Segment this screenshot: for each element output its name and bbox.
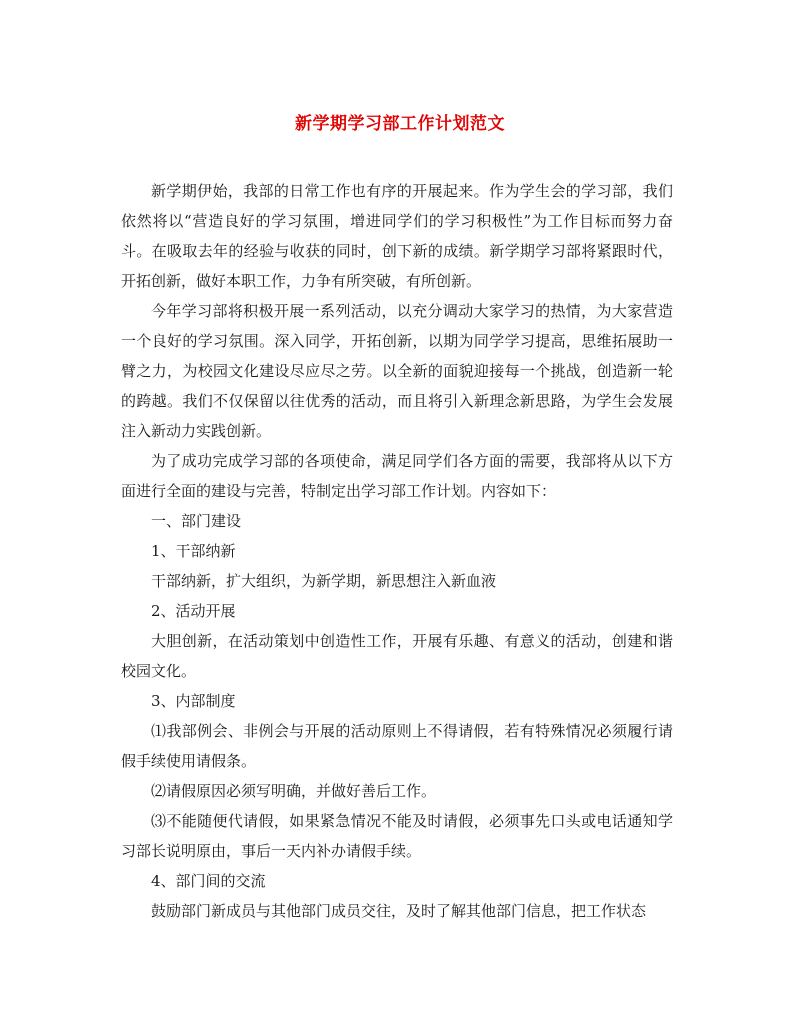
document-title: 新学期学习部工作计划范文	[295, 114, 505, 134]
document-body	[121, 176, 673, 926]
paragraph-intro: 新学期伊始，我部的日常工作也有序的开展起来。作为学生会的学习部，我们依然将以“营造良好的学习氛围，增进同学们的学习积极性”为工作目标而努力奋斗。在吸取去年的经验与收获的同时，创下新的成绩。新学期学习部将紧跟时代，开拓创新，做好本职工作，力争有所突破，有所创新。	[121, 182, 673, 290]
paragraph-communication: 鼓励部门新成员与其他部门成员交往，及时了解其他部门信息，把工作状态	[151, 902, 647, 920]
paragraph-activities-detail: 大胆创新，在活动策划中创造性工作，开展有乐趣、有意义的活动，创建和谐校园文化。	[121, 632, 673, 680]
paragraph-activities: 今年学习部将积极开展一系列活动，以充分调动大家学习的热情，为大家营造一个良好的学习氛围。深入同学，开拓创新，以期为同学学习提高，思维拓展助一臂之力，为校园文化建设尽应尽之劳。以全新的面貌迎接每一个挑战，创造新一轮的跨越。我们不仅保留以往优秀的活动，而且将引入新理念新思路，为学生会发展注入新动力实践创新。	[121, 302, 673, 440]
paragraph-recruitment: 干部纳新，扩大组织，为新学期，新思想注入新血液	[151, 572, 497, 590]
rule-item-1: ⑴我部例会、非例会与开展的活动原则上不得请假，若有特殊情况必须履行请假手续使用请假条。	[121, 722, 673, 770]
subheading-recruitment: 1、干部纳新	[151, 542, 236, 560]
rule-item-2: ⑵请假原因必须写明确，并做好善后工作。	[151, 782, 437, 800]
subheading-internal-rules: 3、内部制度	[151, 692, 236, 710]
subheading-activities: 2、活动开展	[151, 602, 236, 620]
section-heading-department: 一、部门建设	[151, 512, 242, 530]
paragraph-plan-intro: 为了成功完成学习部的各项使命，满足同学们各方面的需要，我部将从以下方面进行全面的建设与完善，特制定出学习部工作计划。内容如下：	[121, 452, 673, 500]
subheading-communication: 4、部门间的交流	[151, 872, 266, 890]
rule-item-3: ⑶不能随便代请假，如果紧急情况不能及时请假，必须事先口头或电话通知学习部长说明原由，事后一天内补办请假手续。	[121, 812, 673, 860]
